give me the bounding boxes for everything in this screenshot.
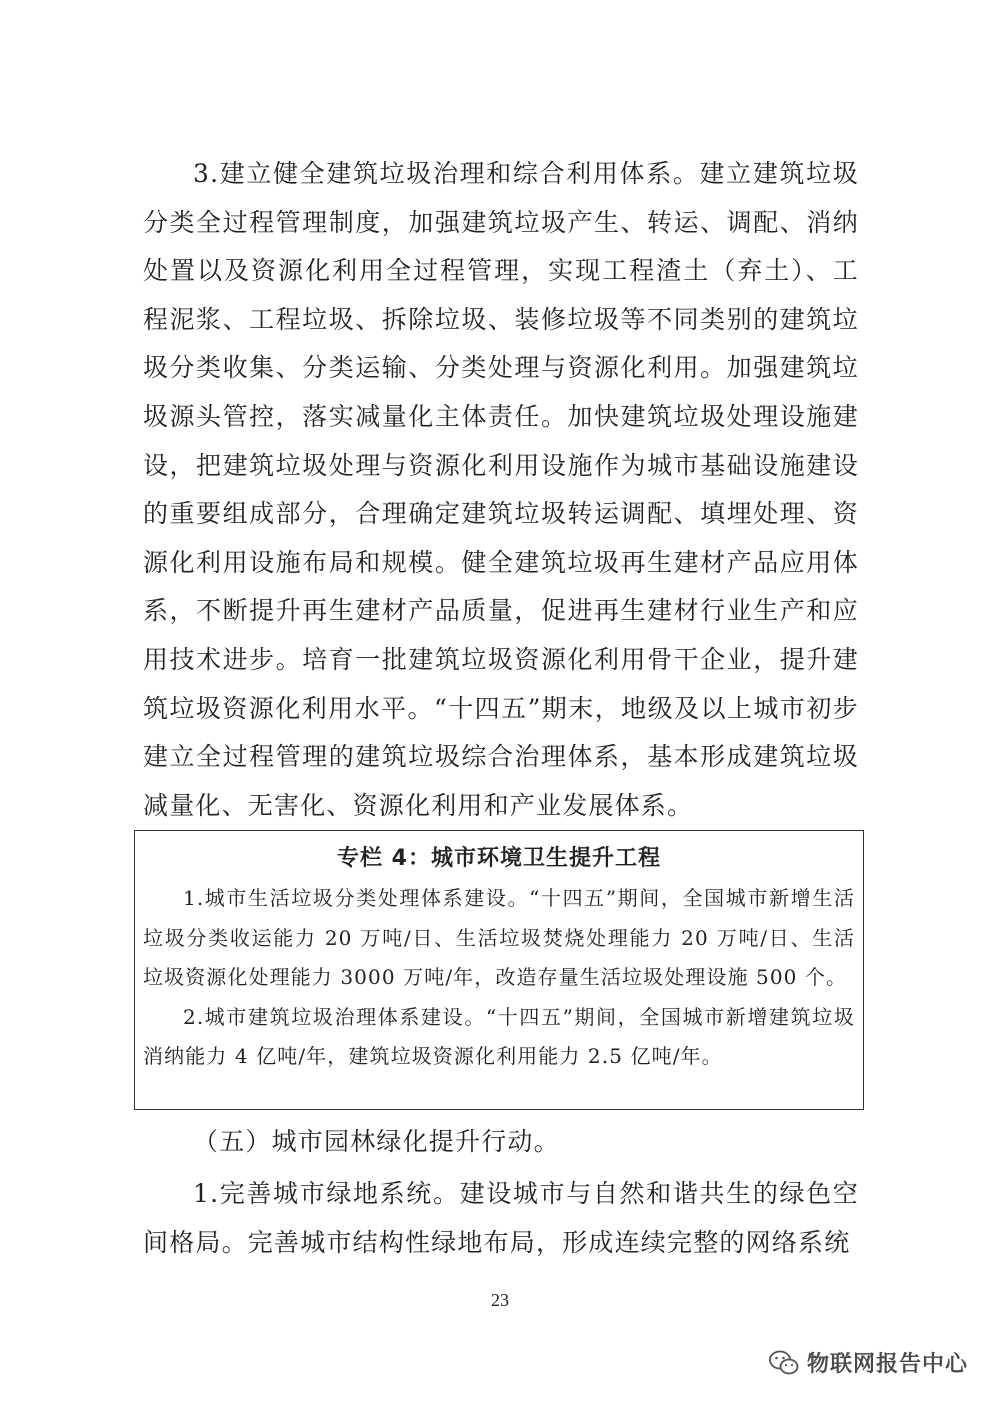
page-number: 23 xyxy=(491,1290,509,1310)
column-box-title: 专栏 4：城市环境卫生提升工程 xyxy=(337,846,661,871)
column-box-item-1: 1.城市生活垃圾分类处理体系建设。“十四五”期间，全国城市新增生活垃圾分类收运能力 20 万吨/日、生活垃圾焚烧处理能力 20 万吨/日、生活垃圾资源化处理能力 3000 万吨/年，改造存量生活垃圾处理设施 500 个。 xyxy=(143,886,855,989)
section-heading: （五）城市园林绿化提升行动。 xyxy=(193,1127,560,1156)
column-box xyxy=(134,830,864,1110)
column-box-item-2: 2.城市建筑垃圾治理体系建设。“十四五”期间，全国城市新增建筑垃圾消纳能力 4 亿吨/年，建筑垃圾资源化利用能力 2.5 亿吨/年。 xyxy=(143,1004,855,1068)
paragraph-construction-waste: 3.建立健全建筑垃圾治理和综合利用体系。建立建筑垃圾分类全过程管理制度，加强建筑垃圾产生、转运、调配、消纳处置以及资源化利用全过程管理，实现工程渣土（弃土）、工程泥浆、工程垃圾、拆除垃圾、装修垃圾等不同类别的建筑垃圾分类收集、分类运输、分类处理与资源化利用。加强建筑垃圾源头管控，落实减量化主体责任。加快建筑垃圾处理设施建设，把建筑垃圾处理与资源化利用设施作为城市基础设施建设的重要组成部分，合理确定建筑垃圾转运调配、填埋处理、资源化利用设施布局和规模。健全建筑垃圾再生建材产品应用体系，不断提升再生建材产品质量，促进再生建材行业生产和应用技术进步。培育一批建筑垃圾资源化利用骨干企业，提升建筑垃圾资源化利用水平。“十四五”期末，地级及以上城市初步建立全过程管理的建筑垃圾综合治理体系，基本形成建筑垃圾减量化、无害化、资源化利用和产业发展体系。 xyxy=(143,159,859,820)
watermark-text: 物联网报告中心 xyxy=(806,1352,968,1377)
paragraph-green-space: 1.完善城市绿地系统。建设城市与自然和谐共生的绿色空间格局。完善城市结构性绿地布局，形成连续完整的网络系统 xyxy=(143,1179,859,1257)
wechat-icon xyxy=(769,1350,799,1376)
watermark xyxy=(769,1347,968,1378)
